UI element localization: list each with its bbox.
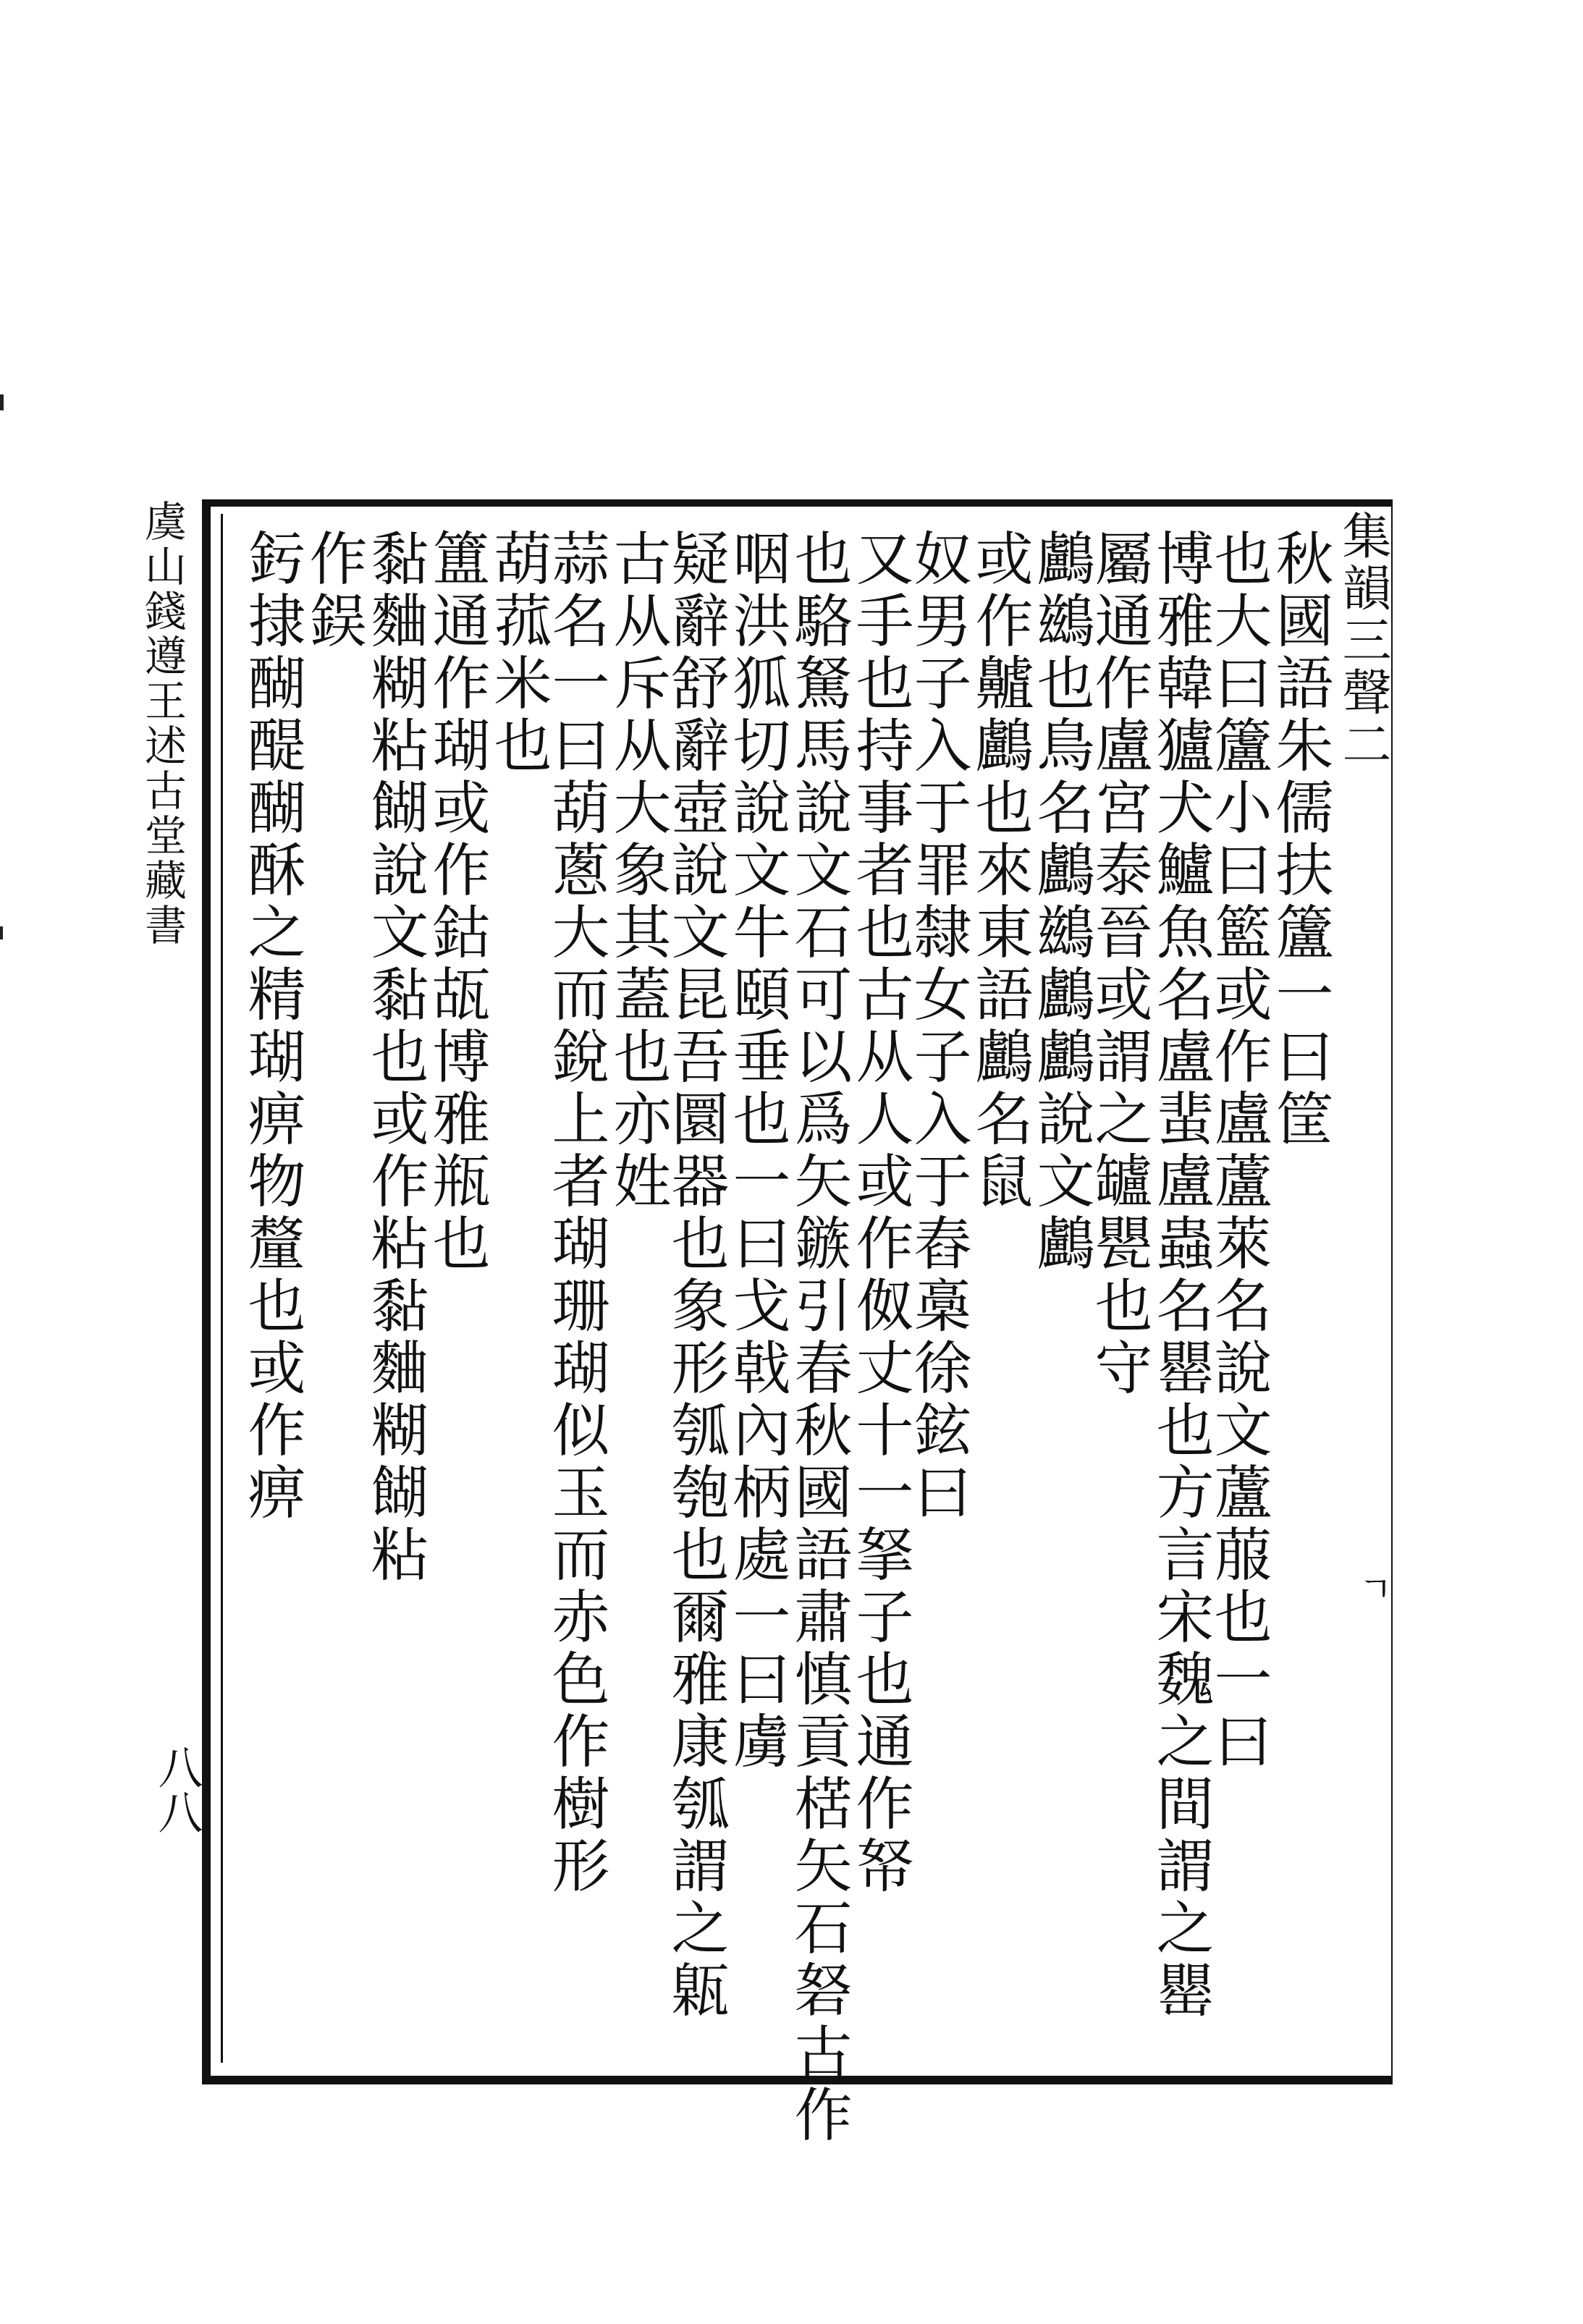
text-column-10: 咽洪狐切說文牛頤垂也一曰戈戟內柄處一曰虜 [723, 528, 790, 1773]
page-number: 八八 [151, 1744, 203, 1834]
text-column-5: 鸕鷀也鳥名鸕鷀鸕鸕說文鸕 [1027, 528, 1094, 1275]
side-margin-text: 虞山錢遵王述古堂藏書 [138, 499, 187, 948]
running-title: 集韻三聲二 [1334, 510, 1391, 771]
text-column-9: 也駱駑馬說文石可以爲矢鏃引春秋國語肅慎貢楛矢石砮古作 [785, 528, 852, 2147]
corner-mark: ㄱ [1352, 1571, 1393, 1605]
scan-artifact [0, 926, 3, 939]
text-column-14: 葫菰米也 [484, 528, 552, 777]
text-column-4: 屬通作盧宮泰晉或謂之罏甖也守 [1085, 528, 1152, 1400]
text-column-12: 古从斥从大象其蓋也亦姓 [604, 528, 671, 1213]
text-column-1: 秋國語朱儒扶籚一曰筐 [1266, 528, 1333, 1151]
text-column-17: 作鋘 [300, 528, 367, 653]
text-column-15: 簠通作瑚或作鈷瓳博雅瓶也 [423, 528, 490, 1275]
inner-border-line [221, 514, 223, 2063]
text-column-8: 又手也持事者也古从人或作伮丈十一拏子也通作帑 [846, 528, 913, 1898]
text-column-13: 蒜名一曰葫蔥大而銳上者瑚珊瑚似玉而赤色作樹形 [542, 528, 609, 1898]
text-column-16: 黏麯糊粘餬說文黏也或作粘黏麯糊餬粘 [361, 528, 429, 1586]
text-column-11: 疑辭舒辭壺說文昆吾圜器也象形瓠匏也爾雅康瓠謂之甈 [662, 528, 729, 2022]
text-column-6: 或作齇鸕也來東語鸕名鼠 [966, 528, 1033, 1213]
text-column-3: 博雅韓獹犬鱸魚名盧蜚盧蟲名罌也方言宋魏之間謂之罌 [1147, 528, 1214, 2022]
text-column-2: 也大曰籚小曰籃或作盧蘆萊名說文蘆菔也一曰 [1204, 528, 1272, 1773]
scan-artifact [0, 394, 4, 410]
text-column-7: 奴男子入于罪隸女子入于舂槀徐鉉曰 [904, 528, 971, 1524]
text-column-18: 釫捸醐醍醐酥之精瑚痹物釐也或作痹 [238, 528, 305, 1524]
